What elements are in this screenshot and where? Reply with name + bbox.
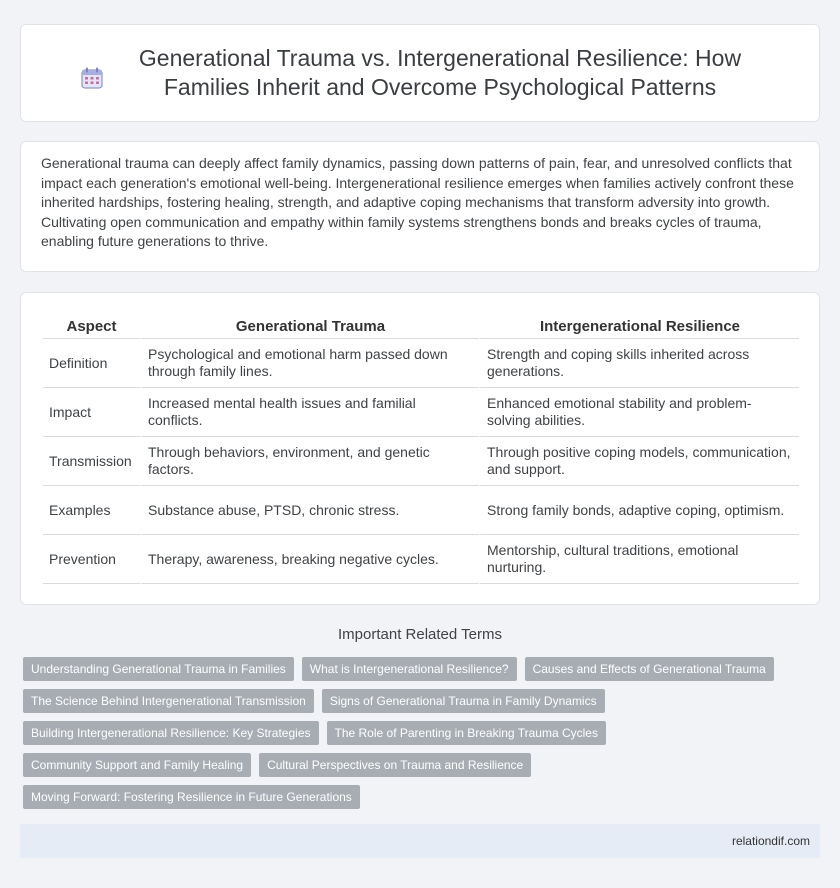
related-terms-list xyxy=(23,657,803,817)
cell-aspect: Impact xyxy=(43,388,140,437)
cell-resilience: Strength and coping skills inherited across generations. xyxy=(479,339,799,388)
footer-site-link[interactable]: relationdif.com xyxy=(731,834,810,848)
comparison-table-card xyxy=(20,292,820,605)
cell-aspect: Prevention xyxy=(43,535,140,584)
cell-trauma: Therapy, awareness, breaking negative cycles. xyxy=(140,535,479,584)
table-row xyxy=(43,339,799,388)
cell-trauma: Through behaviors, environment, and genetic factors. xyxy=(140,437,479,486)
table-header-row xyxy=(43,311,799,339)
related-term-tag[interactable]: Moving Forward: Fostering Resilience in Future Generations xyxy=(23,785,360,809)
cell-resilience: Mentorship, cultural traditions, emotional nurturing. xyxy=(479,535,799,584)
cell-aspect: Examples xyxy=(43,486,140,535)
header-trauma: Generational Trauma xyxy=(140,311,479,339)
cell-trauma: Increased mental health issues and familial conflicts. xyxy=(140,388,479,437)
header-resilience: Intergenerational Resilience xyxy=(479,311,799,339)
header-card xyxy=(20,24,820,122)
related-term-tag[interactable]: What is Intergenerational Resilience? xyxy=(302,657,517,681)
related-term-tag[interactable]: Signs of Generational Trauma in Family Dynamics xyxy=(322,689,605,713)
related-term-tag[interactable]: Community Support and Family Healing xyxy=(23,753,251,777)
intro-card xyxy=(20,141,820,272)
table-row xyxy=(43,388,799,437)
cell-trauma: Substance abuse, PTSD, chronic stress. xyxy=(140,486,479,535)
cell-resilience: Enhanced emotional stability and problem-solving abilities. xyxy=(479,388,799,437)
table-row xyxy=(43,437,799,486)
intro-text: Generational trauma can deeply affect family dynamics, passing down patterns of pain, fear, and unresolved conflicts that impact each generation's emotional well-being. Intergenerational resilience emerges when families actively confront these inherited hardships, fostering healing, strength, and adaptive coping mechanisms that transform adversity into growth. Cultivating open communication and empathy within family systems strengthens bonds and breaks cycles of trauma, enabling future generations to thrive. xyxy=(41,155,794,250)
comparison-table xyxy=(43,311,799,584)
related-term-tag[interactable]: Building Intergenerational Resilience: Key Strategies xyxy=(23,721,319,745)
related-term-tag[interactable]: The Role of Parenting in Breaking Trauma Cycles xyxy=(327,721,606,745)
cell-aspect: Definition xyxy=(43,339,140,388)
cell-aspect: Transmission xyxy=(43,437,140,486)
table-row xyxy=(43,535,799,584)
related-term-tag[interactable]: Cultural Perspectives on Trauma and Resilience xyxy=(259,753,531,777)
related-term-tag[interactable]: The Science Behind Intergenerational Transmission xyxy=(23,689,314,713)
header-aspect: Aspect xyxy=(43,311,140,339)
related-terms-heading: Important Related Terms xyxy=(338,626,502,643)
cell-resilience: Strong family bonds, adaptive coping, optimism. xyxy=(479,486,799,535)
table-row xyxy=(43,486,799,535)
related-term-tag[interactable]: Causes and Effects of Generational Trauma xyxy=(525,657,774,681)
cell-resilience: Through positive coping models, communication, and support. xyxy=(479,437,799,486)
page-title: Generational Trauma vs. Intergenerational Resilience: How Families Inherit and Overcome Psychological Patterns xyxy=(138,45,742,100)
cell-trauma: Psychological and emotional harm passed down through family lines. xyxy=(140,339,479,388)
footer xyxy=(20,824,820,858)
calendar-icon xyxy=(80,66,104,90)
related-term-tag[interactable]: Understanding Generational Trauma in Families xyxy=(23,657,294,681)
